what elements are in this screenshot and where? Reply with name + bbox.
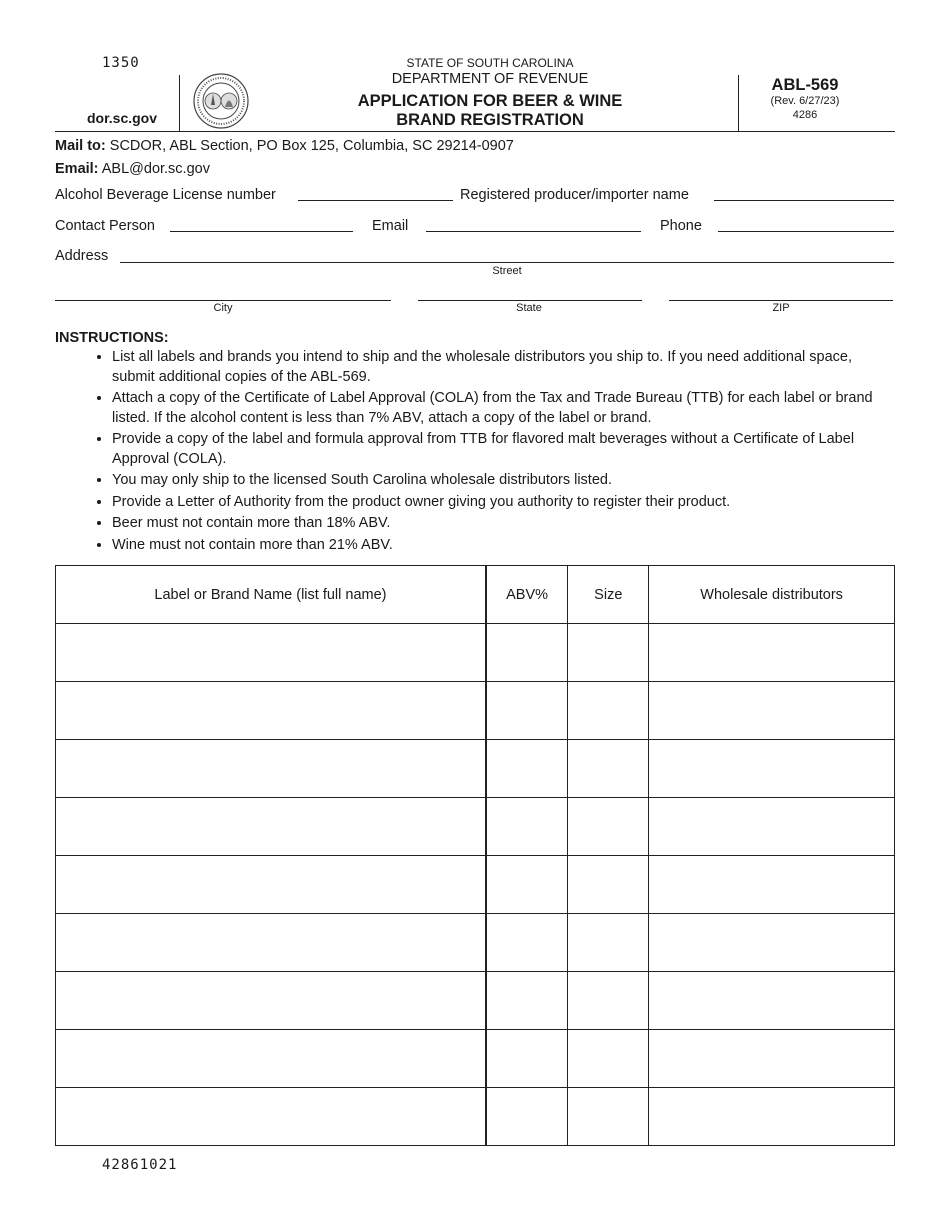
brand-name-cell[interactable]	[56, 1088, 486, 1146]
contact-email-label: Email	[372, 218, 409, 234]
column-header-size: Size	[568, 566, 649, 624]
table-row	[56, 1088, 895, 1146]
brand-name-cell[interactable]	[56, 1030, 486, 1088]
contact-person-label: Contact Person	[55, 218, 155, 234]
brand-name-cell[interactable]	[56, 914, 486, 972]
email-label: Email:	[55, 161, 99, 177]
table-header-row	[56, 566, 895, 624]
header-rule	[55, 131, 895, 132]
zip-field[interactable]	[669, 300, 893, 301]
distributors-cell[interactable]	[649, 740, 895, 798]
form-number: ABL-569	[771, 76, 839, 94]
table-row	[56, 624, 895, 682]
instruction-item: • You may only ship to the licensed South Carolina wholesale distributors listed.	[112, 471, 892, 491]
size-cell[interactable]	[568, 914, 649, 972]
state-seal-icon	[192, 72, 250, 130]
column-header-distributors: Wholesale distributors	[649, 566, 895, 624]
distributors-cell[interactable]	[649, 624, 895, 682]
instruction-item: • Wine must not contain more than 21% ABV.	[112, 536, 892, 556]
header-divider-right	[738, 75, 739, 131]
mail-to-line	[55, 138, 514, 154]
brand-name-cell[interactable]	[56, 682, 486, 740]
form-sequence-number: 1350	[102, 55, 140, 71]
distributors-cell[interactable]	[649, 972, 895, 1030]
size-cell[interactable]	[568, 856, 649, 914]
abv-cell[interactable]	[486, 1030, 568, 1088]
size-cell[interactable]	[568, 682, 649, 740]
brand-name-cell[interactable]	[56, 972, 486, 1030]
contact-email-field[interactable]	[426, 231, 641, 232]
distributors-cell[interactable]	[649, 682, 895, 740]
state-name: STATE OF SOUTH CAROLINA	[406, 56, 574, 70]
instructions-list	[92, 348, 892, 557]
distributors-cell[interactable]	[649, 1030, 895, 1088]
brand-registration-table	[55, 565, 895, 1146]
abv-cell[interactable]	[486, 682, 568, 740]
form-title-line2: BRAND REGISTRATION	[396, 111, 584, 129]
brand-name-cell[interactable]	[56, 740, 486, 798]
distributors-cell[interactable]	[649, 914, 895, 972]
instruction-item: • List all labels and brands you intend to ship and the wholesale distributors you ship to. If you need additional space, submit additional copies of the ABL-569.	[112, 348, 892, 387]
header-divider-left	[179, 75, 180, 131]
abv-cell[interactable]	[486, 798, 568, 856]
size-cell[interactable]	[568, 1088, 649, 1146]
state-field[interactable]	[418, 300, 642, 301]
abv-cell[interactable]	[486, 624, 568, 682]
distributors-cell[interactable]	[649, 856, 895, 914]
brand-name-cell[interactable]	[56, 624, 486, 682]
brand-name-cell[interactable]	[56, 798, 486, 856]
abv-cell[interactable]	[486, 1088, 568, 1146]
license-number-label: Alcohol Beverage License number	[55, 187, 276, 203]
size-cell[interactable]	[568, 798, 649, 856]
column-header-abv: ABV%	[486, 566, 568, 624]
size-cell[interactable]	[568, 1030, 649, 1088]
mail-to-address: SCDOR, ABL Section, PO Box 125, Columbia, SC 29214-0907	[109, 138, 514, 154]
instruction-item: • Provide a Letter of Authority from the product owner giving you authority to register their product.	[112, 493, 892, 513]
state-sublabel: State	[516, 302, 542, 314]
city-sublabel: City	[213, 302, 233, 314]
form-barcode-number: 42861021	[102, 1157, 178, 1173]
phone-field[interactable]	[718, 231, 894, 232]
address-label: Address	[55, 248, 109, 264]
table-row	[56, 914, 895, 972]
phone-label: Phone	[660, 218, 702, 234]
abv-cell[interactable]	[486, 740, 568, 798]
form-title-line1: APPLICATION FOR BEER & WINE	[357, 92, 623, 110]
email-line	[55, 161, 210, 177]
abv-cell[interactable]	[486, 972, 568, 1030]
instruction-item: • Provide a copy of the label and formula approval from TTB for flavored malt beverages without a Certificate of Label Approval (COLA).	[112, 430, 892, 469]
brand-name-cell[interactable]	[56, 856, 486, 914]
producer-name-field[interactable]	[714, 200, 894, 201]
email-address: ABL@dor.sc.gov	[101, 161, 210, 177]
license-number-field[interactable]	[298, 200, 453, 201]
street-sublabel: Street	[492, 265, 522, 277]
street-field[interactable]	[120, 262, 894, 263]
table-row	[56, 856, 895, 914]
table-row	[56, 798, 895, 856]
size-cell[interactable]	[568, 740, 649, 798]
abv-cell[interactable]	[486, 856, 568, 914]
contact-person-field[interactable]	[170, 231, 353, 232]
column-header-brand-name: Label or Brand Name (list full name)	[56, 566, 486, 624]
abv-cell[interactable]	[486, 914, 568, 972]
form-revision: (Rev. 6/27/23)	[770, 95, 840, 107]
mail-to-label: Mail to:	[55, 138, 106, 154]
distributors-cell[interactable]	[649, 1088, 895, 1146]
instruction-item: • Beer must not contain more than 18% ABV.	[112, 514, 892, 534]
size-cell[interactable]	[568, 624, 649, 682]
city-field[interactable]	[55, 300, 391, 301]
form-code: 4286	[792, 109, 818, 121]
department-name: DEPARTMENT OF REVENUE	[391, 71, 589, 87]
table-row	[56, 682, 895, 740]
table-row	[56, 972, 895, 1030]
size-cell[interactable]	[568, 972, 649, 1030]
instruction-item: • Attach a copy of the Certificate of Label Approval (COLA) from the Tax and Trade Bureau (TTB) for each label or brand listed. If the alcohol content is less than 7% ABV, attach a copy of the label or brand.	[112, 389, 892, 428]
table-row	[56, 740, 895, 798]
instructions-heading: INSTRUCTIONS:	[55, 330, 169, 346]
distributors-cell[interactable]	[649, 798, 895, 856]
producer-name-label: Registered producer/importer name	[460, 187, 689, 203]
zip-sublabel: ZIP	[772, 302, 790, 314]
table-row	[56, 1030, 895, 1088]
website: dor.sc.gov	[87, 110, 158, 126]
